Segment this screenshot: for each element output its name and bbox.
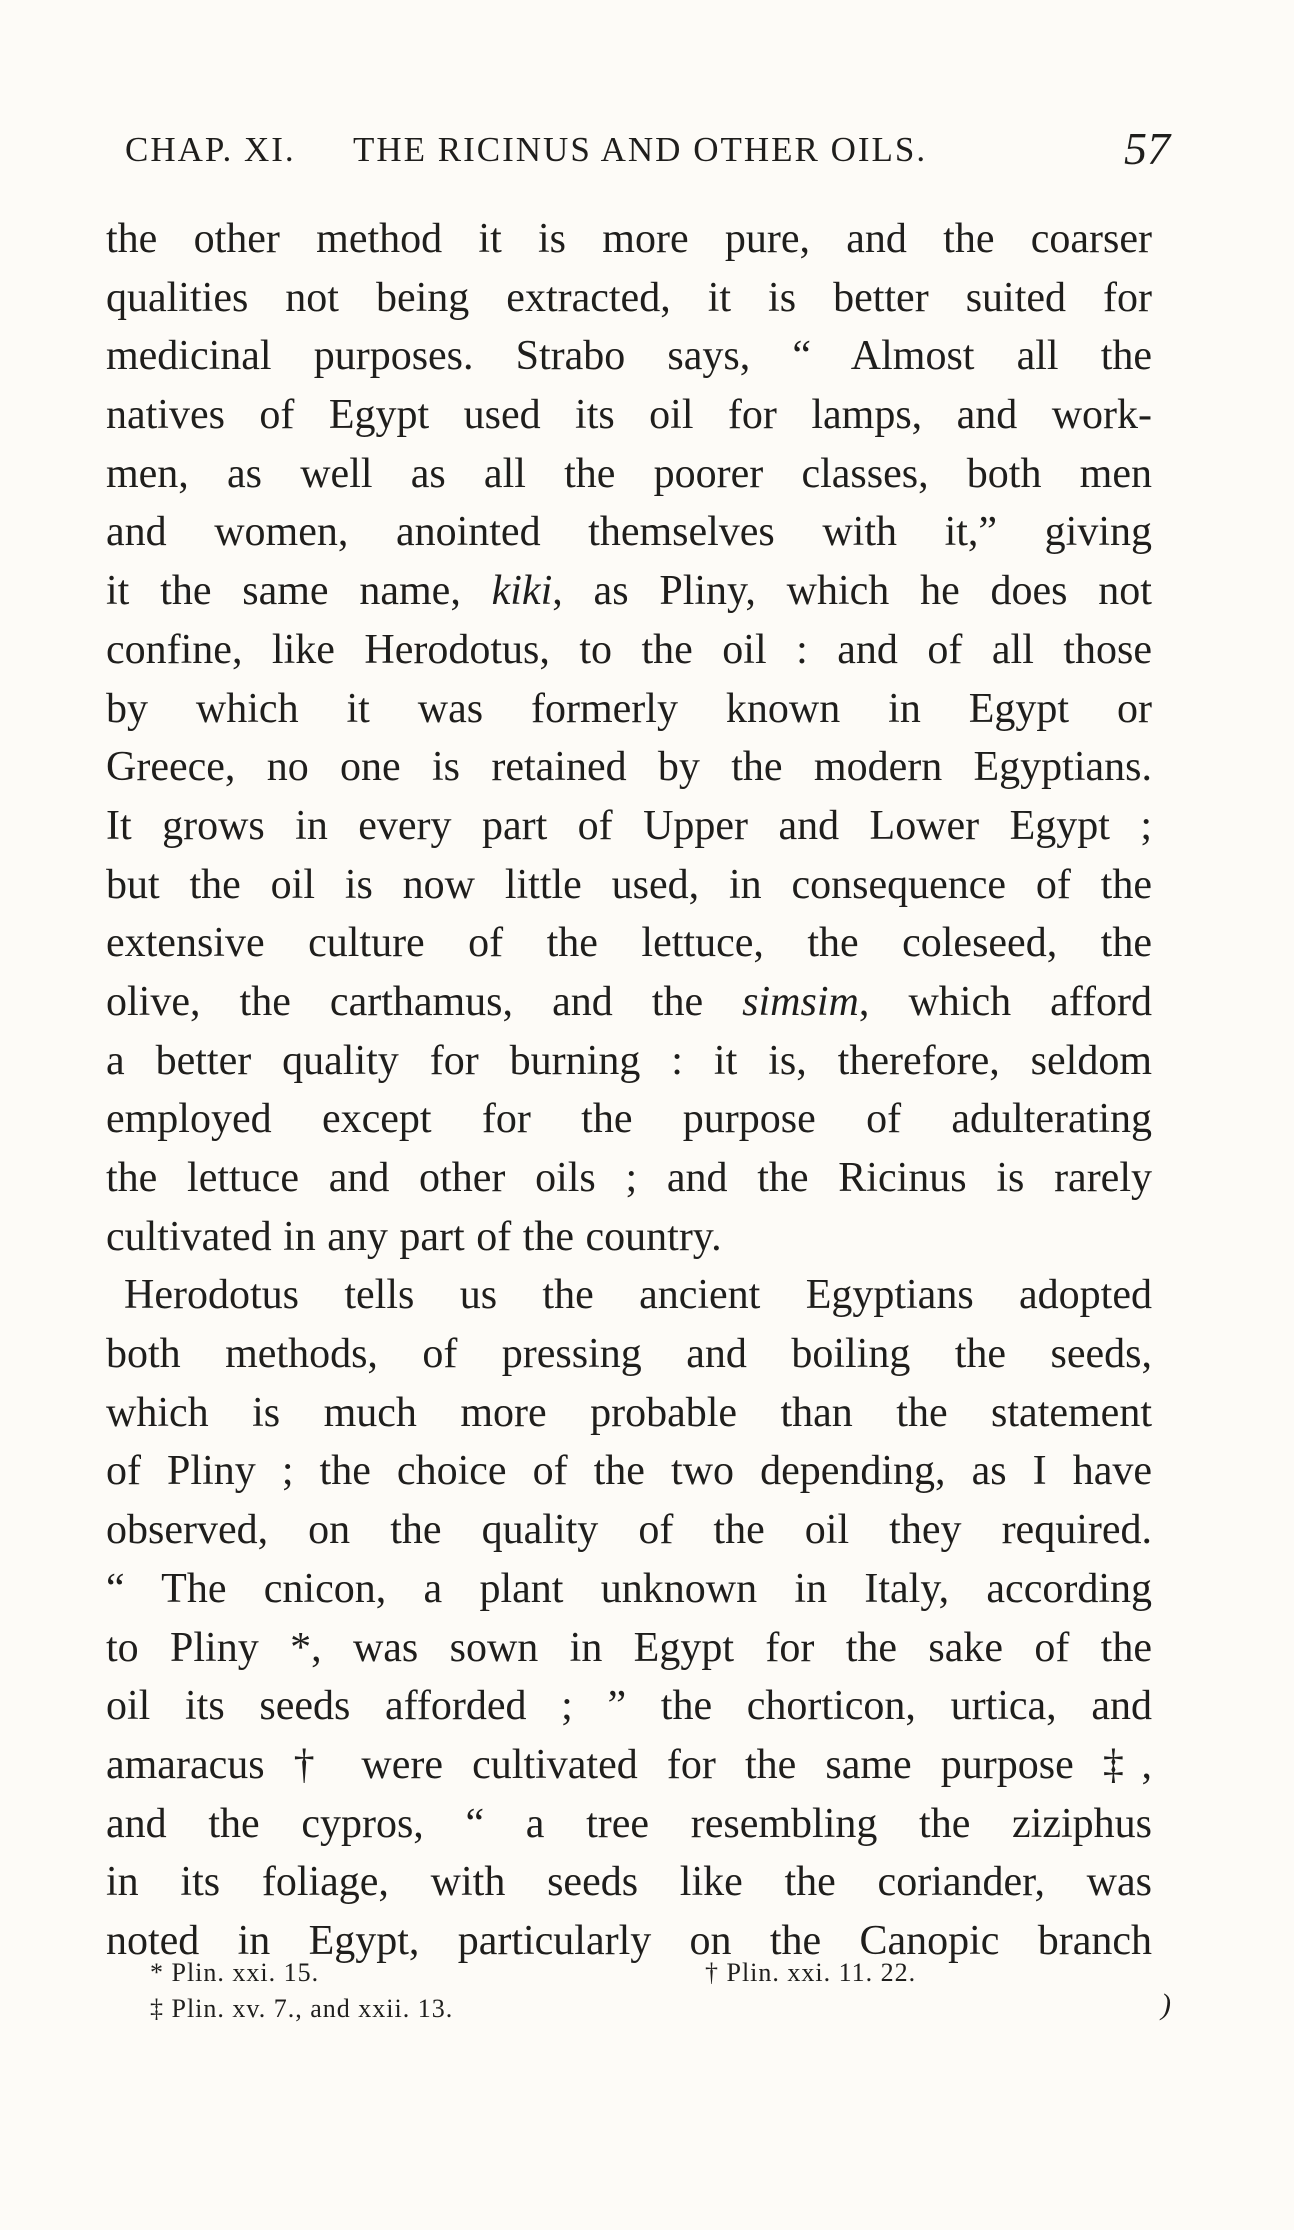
text-line: noted in Egypt, particularly on the Canopic branch [106, 1917, 1152, 1964]
text-line: olive, the carthamus, and the simsim, which afford [106, 978, 1152, 1025]
text-line: which is much more probable than the statement [106, 1389, 1152, 1436]
text-line: the other method it is more pure, and the coarser [106, 216, 1152, 262]
chapter-label: CHAP. XI. [125, 130, 296, 169]
text-line: but the oil is now little used, in consequence of the [106, 861, 1152, 908]
text-line: Herodotus tells us the ancient Egyptians adopted [124, 1272, 1152, 1319]
margin-mark: ) [1161, 1988, 1171, 2021]
footnotes [150, 1955, 1160, 2027]
text-line: and the cypros, “ a tree resembling the ziziphus [106, 1800, 1152, 1847]
text-line: by which it was formerly known in Egypt or [106, 685, 1152, 732]
text-line: extensive culture of the lettuce, the coleseed, the [106, 920, 1152, 967]
italic-term: simsim [742, 978, 859, 1025]
text-line: confine, like Herodotus, to the oil : and of all those [106, 626, 1152, 673]
text-line: and women, anointed themselves with it,” giving [106, 509, 1152, 556]
footnote-row [150, 1991, 1160, 2027]
text-line: It grows in every part of Upper and Lower Egypt ; [106, 802, 1152, 849]
footnote-row [150, 1955, 1160, 1991]
italic-term: kiki [491, 568, 553, 615]
text-line: “ The cnicon, a plant unknown in Italy, according [106, 1565, 1152, 1612]
body-text [106, 210, 1152, 1971]
footnote: * Plin. xxi. 15. [150, 1958, 320, 1987]
text-line: employed except for the purpose of adulterating [106, 1096, 1152, 1143]
text-line: to Pliny *, was sown in Egypt for the sake of the [106, 1624, 1152, 1671]
text-line: Greece, no one is retained by the modern Egyptians. [106, 744, 1152, 791]
page-number: 57 [1124, 123, 1170, 174]
running-title: THE RICINUS AND OTHER OILS. [353, 130, 928, 169]
text-line: natives of Egypt used its oil for lamps, and work- [106, 392, 1152, 439]
text-line: it the same name, kiki, as Pliny, which he does not [106, 568, 1152, 615]
text-line: observed, on the quality of the oil they required. [106, 1507, 1152, 1554]
text-line: the lettuce and other oils ; and the Ricinus is rarely [106, 1155, 1152, 1201]
footnote: ‡ Plin. xv. 7., and xxii. 13. [150, 1994, 454, 2023]
text-line: men, as well as all the poorer classes, both men [106, 450, 1152, 497]
text-line: of Pliny ; the choice of the two depending, as I have [106, 1448, 1152, 1495]
text-line: a better quality for burning : it is, therefore, seldom [106, 1037, 1152, 1084]
text-line: qualities not being extracted, it is better suited for [106, 274, 1152, 321]
running-head [125, 122, 1170, 172]
text-line: amaracus † were cultivated for the same purpose ‡, [106, 1741, 1152, 1788]
footnote: † Plin. xxi. 11. 22. [705, 1958, 917, 1987]
text-line: both methods, of pressing and boiling the seeds, [106, 1331, 1152, 1378]
text-line: cultivated in any part of the country. [106, 1213, 722, 1260]
text-line: oil its seeds afforded ; ” the chorticon, urtica, and [106, 1683, 1152, 1730]
text-line: in its foliage, with seeds like the coriander, was [106, 1859, 1152, 1906]
text-line: medicinal purposes. Strabo says, “ Almost all the [106, 333, 1152, 380]
